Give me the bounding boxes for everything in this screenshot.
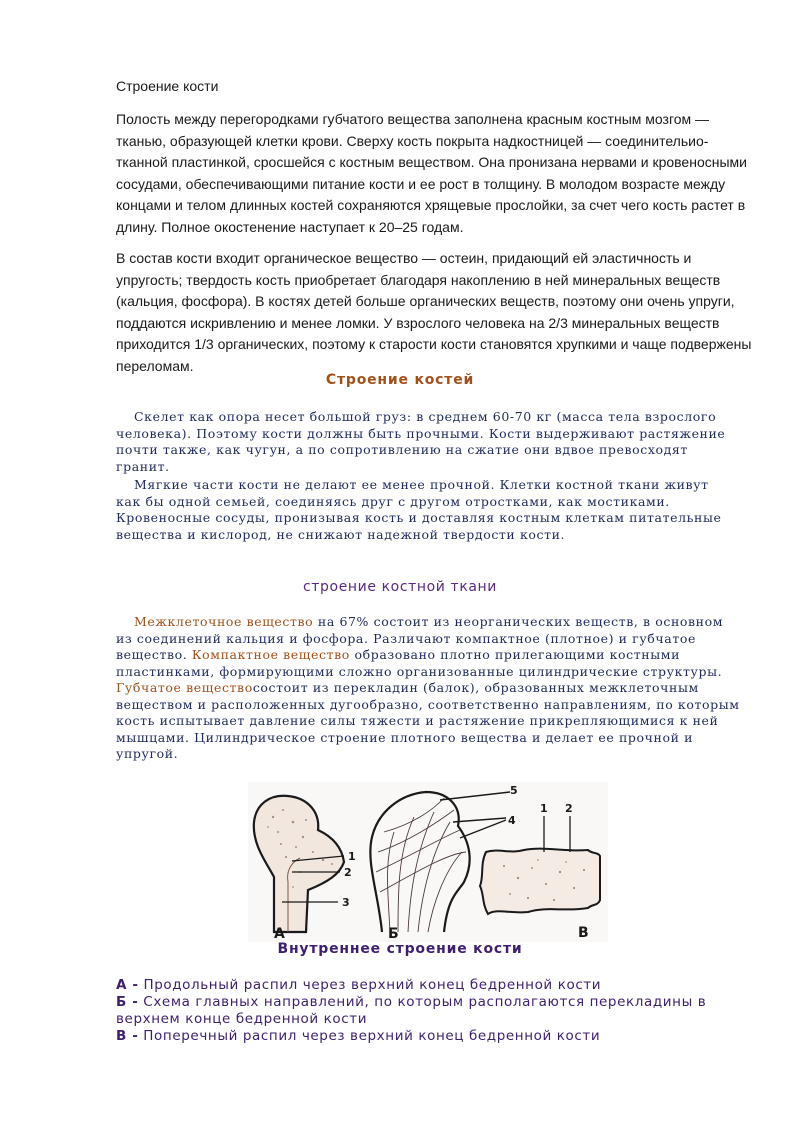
panel-b-label: Б <box>388 926 399 942</box>
paragraph-bone-tissue <box>116 614 741 763</box>
term-intercellular-substance: Межклеточное вещество <box>134 614 314 629</box>
paragraph-skeleton-support-text: Скелет как опора несет большой груз: в среднем 60-70 кг (масса тела взрослого человека). Поэтому кости должны быть прочными. Кости выдерживают растяжение почти также, как чугун, а по сопротивлению на сжатие они вдвое превосходят гранит. <box>116 409 726 474</box>
legend-text-b: Схема главных направлений, по которым располагаются перекладины в верхнем конце бедренной кости <box>116 994 707 1027</box>
term-spongy-substance: Губчатое вещество <box>116 680 253 695</box>
legend-item-b <box>116 994 736 1028</box>
panel-b-number-5: 5 <box>510 784 518 797</box>
paragraph-bone-composition: В состав кости входит органическое вещество — остеин, придающий ей эластичность и упругость; твердость кость приобретает благодаря накоплению в ней минеральных веществ (кальция, фосфора). В костях детей больше органических веществ, поэтому они очень упруги, поддаются искривлению и менее ломки. У взрослого человека на 2/3 минеральных веществ приходится 1/3 органических, поэтому к старости кости становятся хрупкими и чаще подвержены переломам. <box>116 250 752 374</box>
document-title: Строение кости <box>116 78 219 94</box>
bone-diagram <box>248 782 608 942</box>
text-segment-1: на 67% состоит из неорганических веществ, в основном из соединений кальция и фосфора. Различают компактное (плотное) и губчатое вещество. <box>116 614 724 662</box>
legend-key-b: Б - <box>116 994 139 1010</box>
panel-a-number-1: 1 <box>348 850 356 863</box>
paragraph-skeleton-support <box>116 409 736 475</box>
panel-a-label: А <box>274 926 285 942</box>
term-compact-substance: Компактное вещество <box>191 647 350 662</box>
panel-c-label: В <box>578 925 589 941</box>
heading-bone-structure: Строение костей <box>325 372 475 388</box>
text-segment-3: состоит из перекладин (балок), образованных межклеточным веществом и расположенных дугообразно, соответственно направлениям, по которым кость испытывает давление силы тяжести и растяжение прикрепляющимися к ней мышцами. Цилиндрическое строение плотного вещества и делает ее прочной и упругой. <box>116 680 740 761</box>
figure-caption: Внутреннее строение кости <box>277 941 523 957</box>
text-segment-2: образовано плотно прилегающими костными пластинками, формирующими сложно организованные цилиндрические структуры. <box>116 647 723 679</box>
legend-item-c <box>116 1028 736 1045</box>
paragraph-soft-parts-text: Мягкие части кости не делают ее менее прочной. Клетки костной ткани живут как бы одной семьей, соединяясь друг с другом отростками, как мостиками. Кровеносные сосуды, пронизывая кость и доставляя костным клеткам питательные вещества и кислород, не снижают надежной твердости кости. <box>116 477 722 542</box>
legend-key-a: А - <box>116 977 139 993</box>
legend-item-a <box>116 977 736 994</box>
legend-key-c: В - <box>116 1028 139 1044</box>
paragraph-soft-parts <box>116 477 736 543</box>
bone-structure-figure <box>248 782 608 942</box>
figure-legend <box>116 977 736 1045</box>
legend-text-a: Продольный распил через верхний конец бедренной кости <box>138 977 602 993</box>
panel-c-number-2: 2 <box>565 802 573 815</box>
panel-a-number-2: 2 <box>344 866 352 879</box>
paragraph-bone-structure: Полость между перегородками губчатого вещества заполнена красным костным мозгом — тканью, образующей клетки крови. Сверху кость покрыта надкостницей — соединительио-тканной пластинкой, сросшейся с костным веществом. Она пронизана нервами и кровеносными сосудами, обеспечивающими питание кости и ее рост в толщину. В молодом возрасте между концами и телом длинных костей сохраняются хрящевые прослойки, за счет чего кость растет в длину. Полное окостенение наступает к 20–25 годам. <box>116 111 747 235</box>
panel-a-number-3: 3 <box>342 896 350 909</box>
panel-b-number-4: 4 <box>508 814 516 827</box>
heading-bone-tissue: строение костной ткани <box>302 579 498 595</box>
panel-c-number-1: 1 <box>540 802 548 815</box>
legend-text-c: Поперечный распил через верхний конец бедренной кости <box>138 1028 601 1044</box>
